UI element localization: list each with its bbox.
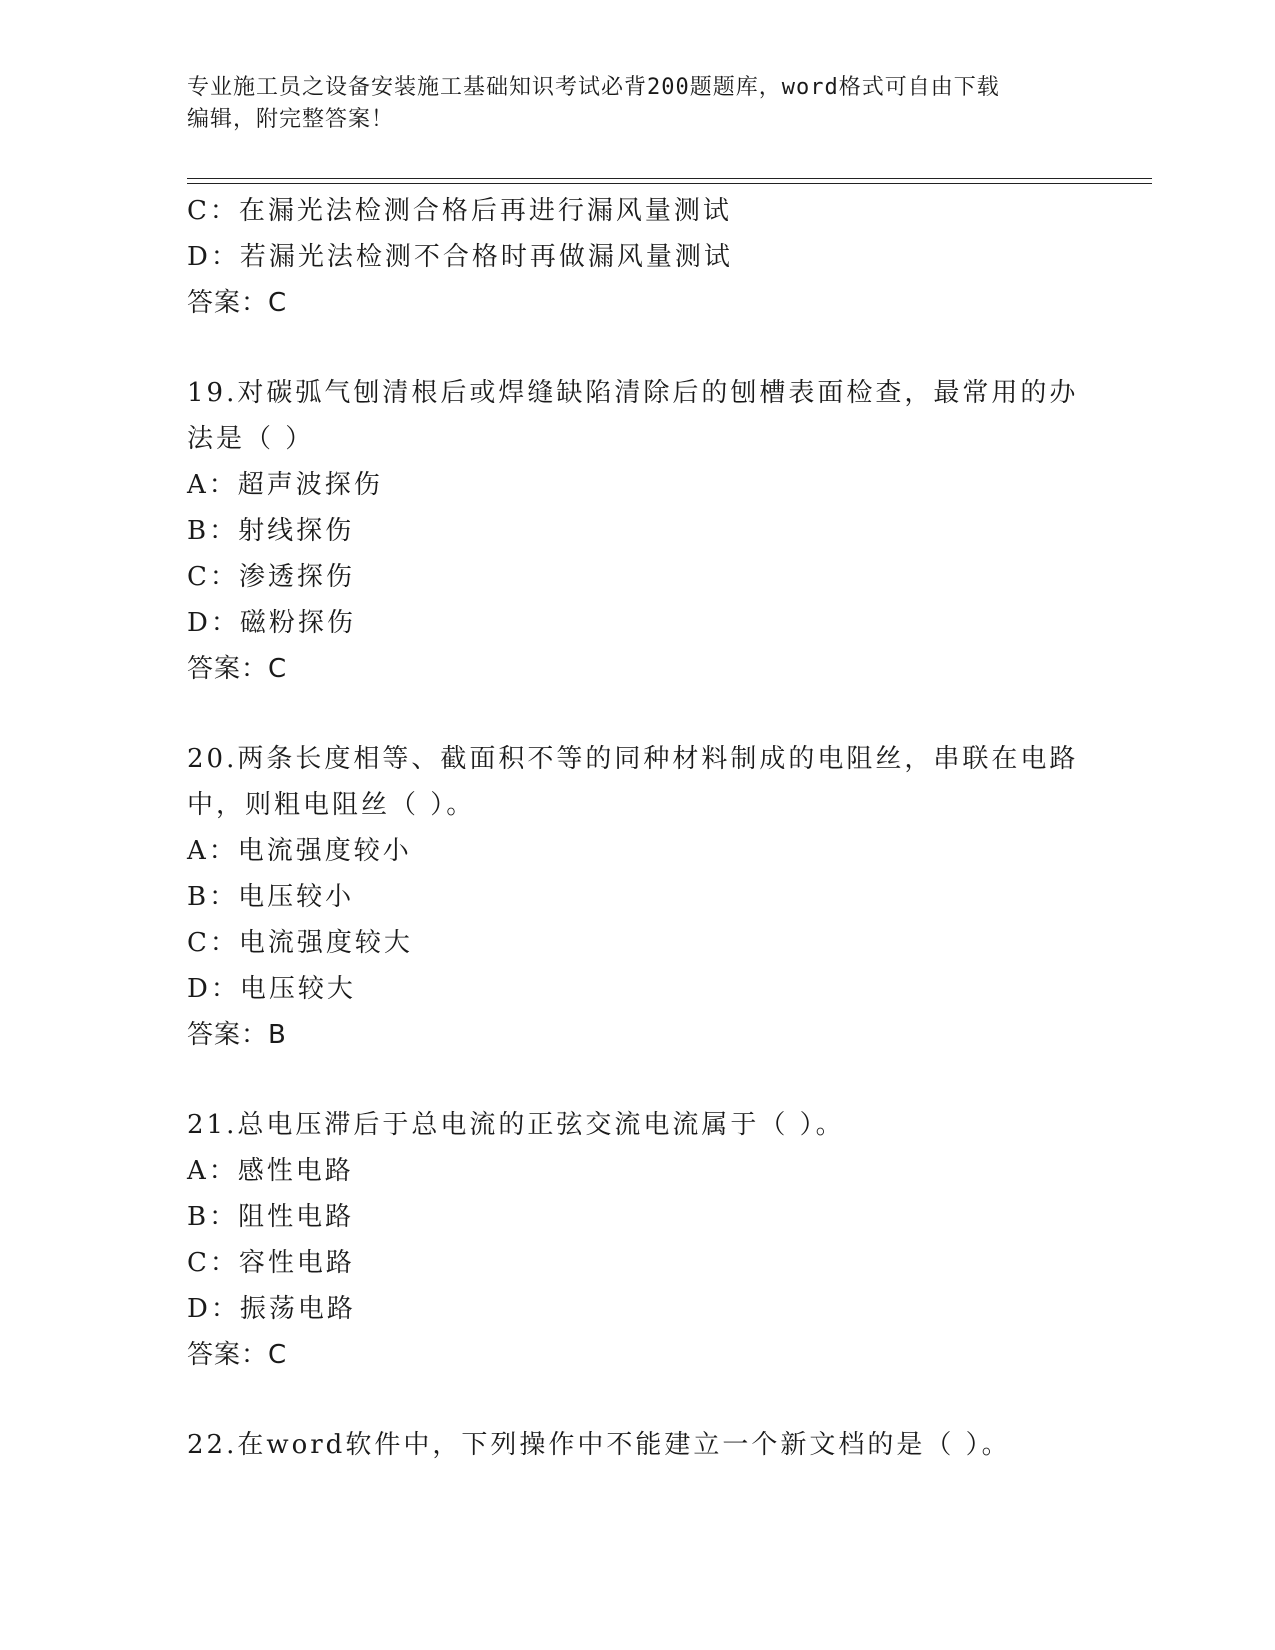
option-c: C：容性电路 xyxy=(187,1248,355,1278)
question-stem: 中，则粗电阻丝（ ）。 xyxy=(187,790,476,820)
question-block xyxy=(187,1422,1087,1468)
question-block-continued xyxy=(187,188,1087,326)
answer-line: 答案：C xyxy=(187,1340,288,1370)
answer-line: 答案：C xyxy=(187,288,288,318)
option-a: A：超声波探伤 xyxy=(187,470,383,500)
document-header xyxy=(187,72,1087,136)
answer-line: 答案：B xyxy=(187,1020,287,1050)
option-b: B：射线探伤 xyxy=(187,516,355,546)
option-b: B：阻性电路 xyxy=(187,1202,355,1232)
question-block xyxy=(187,1102,1087,1378)
question-stem: 19.对碳弧气刨清根后或焊缝缺陷清除后的刨槽表面检查，最常用的办 xyxy=(187,378,1079,408)
option-c: C：在漏光法检测合格后再进行漏风量测试 xyxy=(187,196,732,226)
question-block xyxy=(187,370,1087,692)
question-stem: 22.在word软件中，下列操作中不能建立一个新文档的是（ ）。 xyxy=(187,1430,1011,1460)
question-stem: 21.总电压滞后于总电流的正弦交流电流属于（ ）。 xyxy=(187,1110,845,1140)
question-block xyxy=(187,736,1087,1058)
answer-line: 答案：C xyxy=(187,654,288,684)
header-line-1: 专业施工员之设备安装施工基础知识考试必背200题题库，word格式可自由下载 xyxy=(187,75,1000,100)
question-list xyxy=(187,188,1087,1468)
option-d: D：振荡电路 xyxy=(187,1294,356,1324)
option-a: A：感性电路 xyxy=(187,1156,354,1186)
option-a: A：电流强度较小 xyxy=(187,836,412,866)
header-rule-top xyxy=(187,178,1152,179)
option-b: B：电压较小 xyxy=(187,882,355,912)
option-d: D：电压较大 xyxy=(187,974,356,1004)
option-c: C：渗透探伤 xyxy=(187,562,355,592)
option-d: D：磁粉探伤 xyxy=(187,608,356,638)
question-stem: 20.两条长度相等、截面积不等的同种材料制成的电阻丝，串联在电路 xyxy=(187,744,1079,774)
option-d: D：若漏光法检测不合格时再做漏风量测试 xyxy=(187,242,733,272)
question-stem: 法是（ ） xyxy=(187,424,315,454)
header-rule-bottom xyxy=(187,183,1152,184)
option-c: C：电流强度较大 xyxy=(187,928,413,958)
header-line-2: 编辑，附完整答案！ xyxy=(187,107,395,132)
